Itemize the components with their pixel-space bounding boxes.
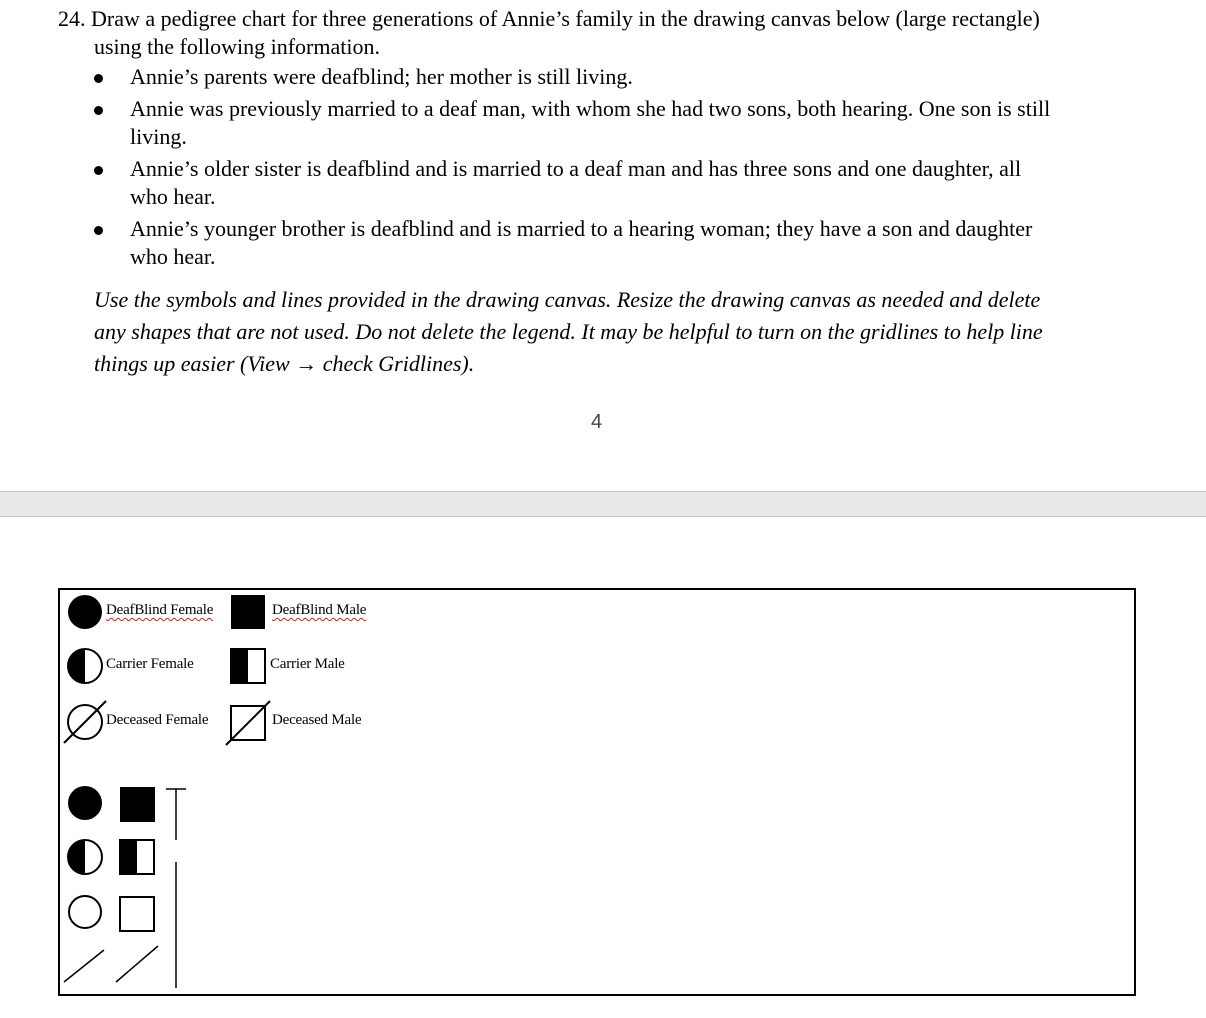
legend-label-deafblind-female: DeafBlind Female [106,602,214,618]
legend-deafblind-male-symbol[interactable] [231,595,265,629]
legend-carrier-female-symbol[interactable] [68,649,102,683]
question-line-1 [58,5,1158,33]
legend-deceased-male-symbol[interactable] [226,701,270,745]
legend-carrier-male-symbol[interactable] [231,649,265,683]
palette-filled-circle[interactable] [68,786,102,820]
question-text-2: using the following information. [94,34,380,59]
palette-half-circle[interactable] [68,840,102,874]
legend-label-carrier-female: Carrier Female [106,656,194,672]
legend-label-carrier-male: Carrier Male [270,656,345,672]
info-bullet-list [58,63,1158,271]
palette-diagonal-line-2[interactable] [116,946,158,982]
palette-diagonal-line-1[interactable] [64,950,104,982]
palette-filled-square[interactable] [120,787,155,822]
palette-empty-square[interactable] [120,897,154,931]
question-24 [58,5,1158,275]
legend-label-deafblind-male: DeafBlind Male [272,602,367,618]
legend-deceased-female-symbol[interactable] [64,701,106,743]
legend-label-deceased-female: Deceased Female [106,712,209,728]
palette-empty-circle[interactable] [69,896,101,928]
legend-label-deceased-male: Deceased Male [272,712,362,728]
drawing-canvas[interactable] [58,588,1136,996]
page-break [0,491,1206,517]
palette-half-square[interactable] [120,840,154,874]
canvas-shapes [60,590,1138,998]
palette-t-connector[interactable] [166,789,186,840]
bullet-icon [94,226,103,235]
page-number: 4 [591,411,603,433]
question-number: 24. [58,6,86,31]
bullet-item: Annie’s younger brother is deafblind and is married to a hearing woman; they have a son and daughter who hear. [58,215,1158,271]
bullet-icon [94,166,103,175]
question-text-1: Draw a pedigree chart for three generations of Annie’s family in the drawing canvas below (large rectangle) [91,6,1040,31]
instructions: Use the symbols and lines provided in the drawing canvas. Resize the drawing canvas as needed and delete any shapes that are not used. Do not delete the legend. It may be helpful to turn on the gridlines to help line things up easier (View → check Gridlines). [94,287,1043,376]
bullet-item: Annie’s older sister is deafblind and is married to a deaf man and has three sons and one daughter, all who hear. [58,155,1158,211]
bullet-icon [94,106,103,115]
bullet-item: Annie’s parents were deafblind; her mother is still living. [58,63,1158,91]
legend-deafblind-female-symbol[interactable] [68,595,102,629]
bullet-icon [94,74,103,83]
bullet-item: Annie was previously married to a deaf man, with whom she had two sons, both hearing. One son is still living. [58,95,1158,151]
